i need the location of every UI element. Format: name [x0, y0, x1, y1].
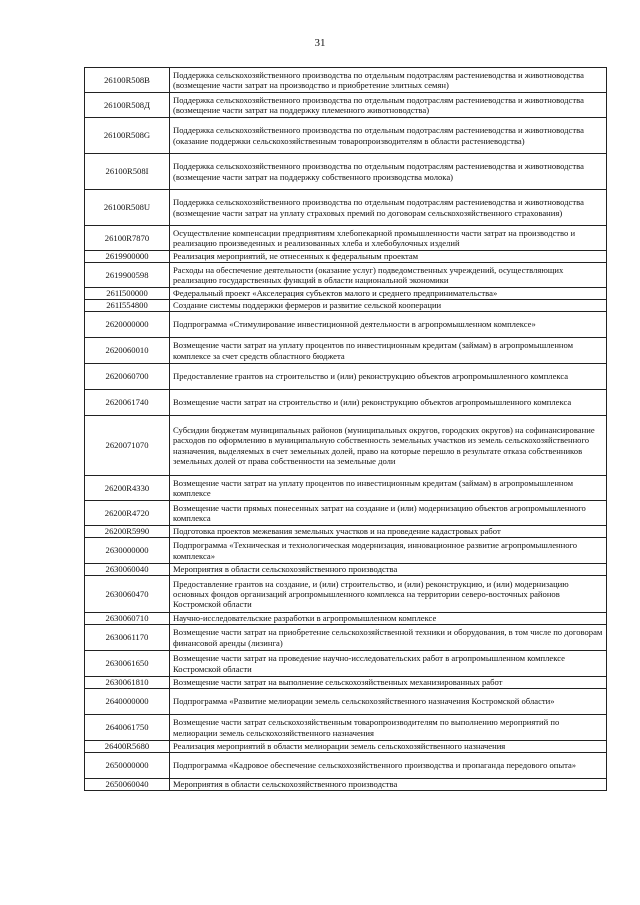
row-description: Возмещение части затрат на выполнение сельскохозяйственных механизированных работ: [170, 677, 607, 689]
table-row: [85, 689, 607, 715]
row-description: Подпрограмма «Техническая и технологическая модернизация, инновационное развитие агропромышленного комплекса»: [170, 538, 607, 564]
table-row: [85, 677, 607, 689]
row-code: 2620060010: [85, 338, 170, 364]
row-description: Поддержка сельскохозяйственного производства по отдельным подотраслям растениеводства и животноводства (возмещение части затрат на уплату страховых премий по договорам сельскохозяйственного страхования): [170, 190, 607, 226]
table-row: [85, 715, 607, 741]
row-code: 26400R5680: [85, 741, 170, 753]
row-code: 2630061170: [85, 625, 170, 651]
budget-codes-table: [84, 67, 607, 791]
row-code: 26200R5990: [85, 526, 170, 538]
row-description: Мероприятия в области сельскохозяйственного производства: [170, 564, 607, 576]
row-description: Субсидии бюджетам муниципальных районов (муниципальных округов, городских округов) на софинансирование расходов по оформлению в муниципальную собственность земельных участков из земель сельскохозяйственного назначения, выделяемых в счет земельных долей, право на которые перешло в результате отказа собственников земельных долей от права собственности на земельные доли: [170, 416, 607, 476]
row-code: 2620061740: [85, 390, 170, 416]
row-code: 2620000000: [85, 312, 170, 338]
row-code: 261I554800: [85, 300, 170, 312]
table-row: [85, 476, 607, 501]
table-row: [85, 154, 607, 190]
row-description: Подпрограмма «Стимулирование инвестиционной деятельности в агропромышленном комплексе»: [170, 312, 607, 338]
row-description: Поддержка сельскохозяйственного производства по отдельным подотраслям растениеводства и животноводства (возмещение части затрат на поддержку племенного животноводства): [170, 93, 607, 118]
row-description: Возмещение части затрат на уплату процентов по инвестиционным кредитам (займам) в агропромышленном комплексе за счет средств областного бюджета: [170, 338, 607, 364]
table-row: [85, 93, 607, 118]
table-row: [85, 390, 607, 416]
table-row: [85, 416, 607, 476]
row-description: Реализация мероприятий в области мелиорации земель сельскохозяйственного назначения: [170, 741, 607, 753]
row-description: Расходы на обеспечение деятельности (оказание услуг) подведомственных учреждений, осуществляющих реализацию государственных функций в области национальной экономики: [170, 263, 607, 288]
table-row: [85, 613, 607, 625]
table-row: [85, 300, 607, 312]
row-code: 2630060040: [85, 564, 170, 576]
row-code: 26100R7870: [85, 226, 170, 251]
table-row: [85, 538, 607, 564]
row-description: Предоставление грантов на строительство и (или) реконструкцию объектов агропромышленного комплекса: [170, 364, 607, 390]
row-description: Предоставление грантов на создание, и (или) строительство, и (или) реконструкцию, и (или) модернизацию основных фондов организаций агропромышленного комплекса на территории северо-восточных районов Костромской области: [170, 576, 607, 613]
table-row: [85, 312, 607, 338]
row-code: 26100R508I: [85, 154, 170, 190]
row-description: Возмещение части затрат на приобретение сельскохозяйственной техники и оборудования, в том числе по договорам финансовой аренды (лизинга): [170, 625, 607, 651]
row-description: Подпрограмма «Развитие мелиорации земель сельскохозяйственного назначения Костромской области»: [170, 689, 607, 715]
row-code: 26100R508G: [85, 118, 170, 154]
row-code: 2640061750: [85, 715, 170, 741]
row-code: 2650060040: [85, 779, 170, 791]
table-row: [85, 251, 607, 263]
table-row: [85, 501, 607, 526]
row-description: Реализация мероприятий, не отнесенных к федеральным проектам: [170, 251, 607, 263]
table-row: [85, 190, 607, 226]
table-row: [85, 625, 607, 651]
row-description: Создание системы поддержки фермеров и развитие сельской кооперации: [170, 300, 607, 312]
table-row: [85, 564, 607, 576]
row-description: Подготовка проектов межевания земельных участков и на проведение кадастровых работ: [170, 526, 607, 538]
table-row: [85, 118, 607, 154]
row-code: 2630060470: [85, 576, 170, 613]
table-row: [85, 753, 607, 779]
row-code: 261I500000: [85, 288, 170, 300]
table-row: [85, 651, 607, 677]
row-description: Возмещение части прямых понесенных затрат на создание и (или) модернизацию объектов агропромышленного комплекса: [170, 501, 607, 526]
row-description: Осуществление компенсации предприятиям хлебопекарной промышленности части затрат на производство и реализацию произведенных и реализованных хлеба и хлебобулочных изделий: [170, 226, 607, 251]
row-code: 2630060710: [85, 613, 170, 625]
table-row: [85, 338, 607, 364]
table-row: [85, 364, 607, 390]
row-description: Мероприятия в области сельскохозяйственного производства: [170, 779, 607, 791]
row-code: 2630061650: [85, 651, 170, 677]
row-code: 2619900598: [85, 263, 170, 288]
row-code: 2650000000: [85, 753, 170, 779]
row-code: 26200R4720: [85, 501, 170, 526]
row-code: 2619900000: [85, 251, 170, 263]
table-row: [85, 779, 607, 791]
row-description: Возмещение части затрат на строительство и (или) реконструкцию объектов агропромышленного комплекса: [170, 390, 607, 416]
row-description: Научно-исследовательские разработки в агропромышленном комплексе: [170, 613, 607, 625]
page-number: 31: [314, 37, 326, 49]
row-description: Подпрограмма «Кадровое обеспечение сельскохозяйственного производства и пропаганда передового опыта»: [170, 753, 607, 779]
row-code: 26100R508Д: [85, 93, 170, 118]
row-code: 26200R4330: [85, 476, 170, 501]
row-code: 26100R508U: [85, 190, 170, 226]
table-row: [85, 263, 607, 288]
row-code: 2620071070: [85, 416, 170, 476]
table-row: [85, 288, 607, 300]
row-code: 2630061810: [85, 677, 170, 689]
row-description: Поддержка сельскохозяйственного производства по отдельным подотраслям растениеводства и животноводства (оказание поддержки сельскохозяйственным товаропроизводителям в области растениеводства): [170, 118, 607, 154]
row-code: 2640000000: [85, 689, 170, 715]
row-description: Федеральный проект «Акселерация субъектов малого и среднего предпринимательства»: [170, 288, 607, 300]
row-code: 2620060700: [85, 364, 170, 390]
table-row: [85, 526, 607, 538]
table-row: [85, 741, 607, 753]
table-row: [85, 576, 607, 613]
row-description: Поддержка сельскохозяйственного производства по отдельным подотраслям растениеводства и животноводства (возмещение части затрат на поддержку собственного производства молока): [170, 154, 607, 190]
row-description: Возмещение части затрат на проведение научно-исследовательских работ в агропромышленном комплексе Костромской области: [170, 651, 607, 677]
row-description: Возмещение части затрат сельскохозяйственным товаропроизводителям по выполнению мероприятий по мелиорации земель сельскохозяйственного назначения: [170, 715, 607, 741]
table-row: [85, 68, 607, 93]
table-row: [85, 226, 607, 251]
row-description: Возмещение части затрат на уплату процентов по инвестиционным кредитам (займам) в агропромышленном комплексе: [170, 476, 607, 501]
row-description: Поддержка сельскохозяйственного производства по отдельным подотраслям растениеводства и животноводства (возмещение части затрат на производство и приобретение элитных семян): [170, 68, 607, 93]
row-code: 2630000000: [85, 538, 170, 564]
row-code: 26100R508В: [85, 68, 170, 93]
